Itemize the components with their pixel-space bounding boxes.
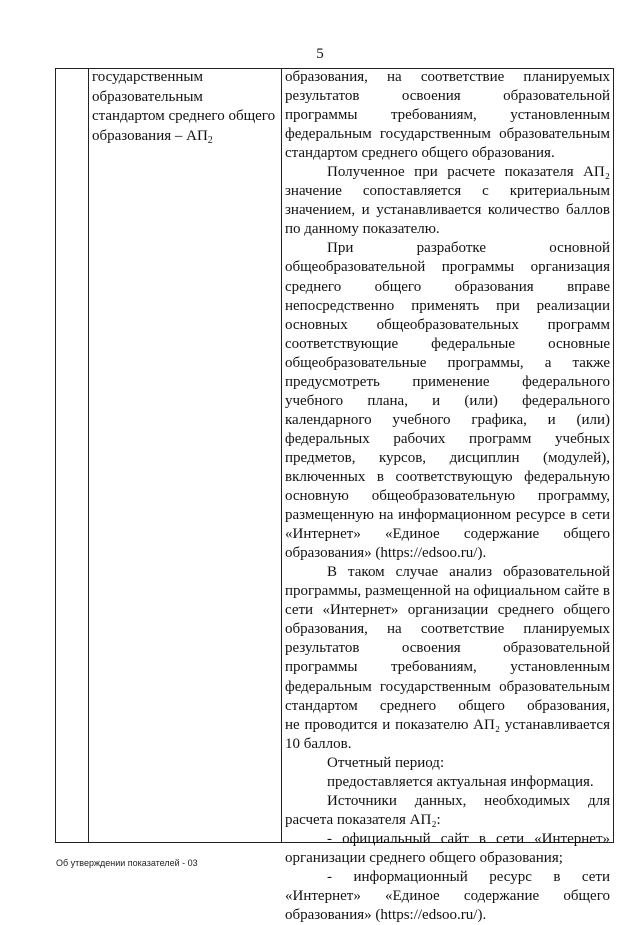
description-line: календарного учебного графика, и (или) [285, 411, 610, 428]
description-line: федеральных рабочих программ учебных [285, 430, 610, 447]
description-line: - официальный сайт в сети «Интернет» [327, 830, 610, 847]
name-line-text: образования – АП [92, 127, 208, 144]
description-line: программы, размещенной на официальном сайте в [285, 583, 610, 600]
page-number: 5 [316, 46, 324, 62]
description-line: стандартом среднего общего образования, [285, 697, 610, 714]
description-line: предоставляется актуальная информация. [327, 773, 594, 790]
description-line: В таком случае анализ образовательной [327, 564, 610, 581]
description-line: «Интернет» «Единое содержание общего [285, 526, 610, 543]
description-line: значением, и устанавливается количество баллов [285, 202, 610, 219]
description-line: программы требованиям, установленным [285, 659, 610, 676]
description-line: соответствующие федеральные основные [285, 335, 610, 352]
column-divider-2 [281, 68, 282, 843]
description-line: результатов освоения образовательной [285, 640, 610, 657]
indicator-description-cell [285, 68, 610, 925]
description-line: образования» (https://edsoo.ru/). [285, 907, 487, 924]
description-line: образования, на соответствие планируемых [285, 621, 610, 638]
description-line: расчета показателя АП₂: [285, 811, 441, 828]
description-line: Полученное при расчете показателя АП₂ [327, 164, 610, 181]
name-line: государственным [92, 69, 203, 85]
column-divider-1 [88, 68, 89, 843]
description-line: 10 баллов. [285, 735, 352, 752]
indicator-name-cell [92, 68, 278, 146]
name-line: стандартом среднего общего [92, 108, 276, 124]
description-line: по данному показателю. [285, 221, 440, 238]
description-line: программы требованиям, установленным [285, 107, 610, 124]
description-line: организации среднего общего образования; [285, 849, 563, 866]
description-line: среднего общего образования вправе [285, 278, 610, 295]
description-line: предусмотреть применение федерального [285, 373, 610, 390]
description-line: основных общеобразовательных программ [285, 316, 610, 333]
description-line: образования» (https://edsoo.ru/). [285, 545, 487, 562]
description-line: включенных в соответствующую федеральную [285, 468, 610, 485]
subscript: 2 [207, 134, 213, 146]
description-line: общеобразовательной программы организация [285, 259, 610, 276]
description-line: Отчетный период: [327, 754, 445, 771]
description-line: федеральным государственным образовательным [285, 126, 610, 143]
name-line [92, 127, 278, 147]
description-line: стандартом среднего общего образования. [285, 145, 555, 162]
description-line: не проводится и показателю АП₂ устанавливается [285, 716, 610, 733]
description-line: образования, на соответствие планируемых [285, 69, 610, 85]
description-line: значение сопоставляется с критериальным [285, 183, 610, 200]
footer-note: Об утверждении показателей - 03 [56, 858, 198, 868]
description-line: федеральным государственным образовательным [285, 678, 610, 695]
description-line: общеобразовательные программы, а также [285, 354, 610, 371]
description-line: При разработке основной [327, 240, 610, 257]
description-line: - информационный ресурс в сети [327, 868, 610, 885]
name-line: образовательным [92, 88, 203, 105]
description-line: учебного плана, и (или) федерального [285, 392, 610, 409]
description-line: основную общеобразовательную программу, [285, 488, 610, 505]
description-line: сети «Интернет» организации среднего общего [285, 602, 610, 619]
description-line: предметов, курсов, дисциплин (модулей), [285, 449, 610, 466]
description-line: непосредственно применять при реализации [285, 297, 610, 314]
description-line: результатов освоения образовательной [285, 88, 610, 105]
description-line: размещенную на информационном ресурсе в сети [285, 507, 610, 524]
description-line: «Интернет» «Единое содержание общего [285, 888, 610, 905]
description-line: Источники данных, необходимых для [327, 792, 610, 809]
